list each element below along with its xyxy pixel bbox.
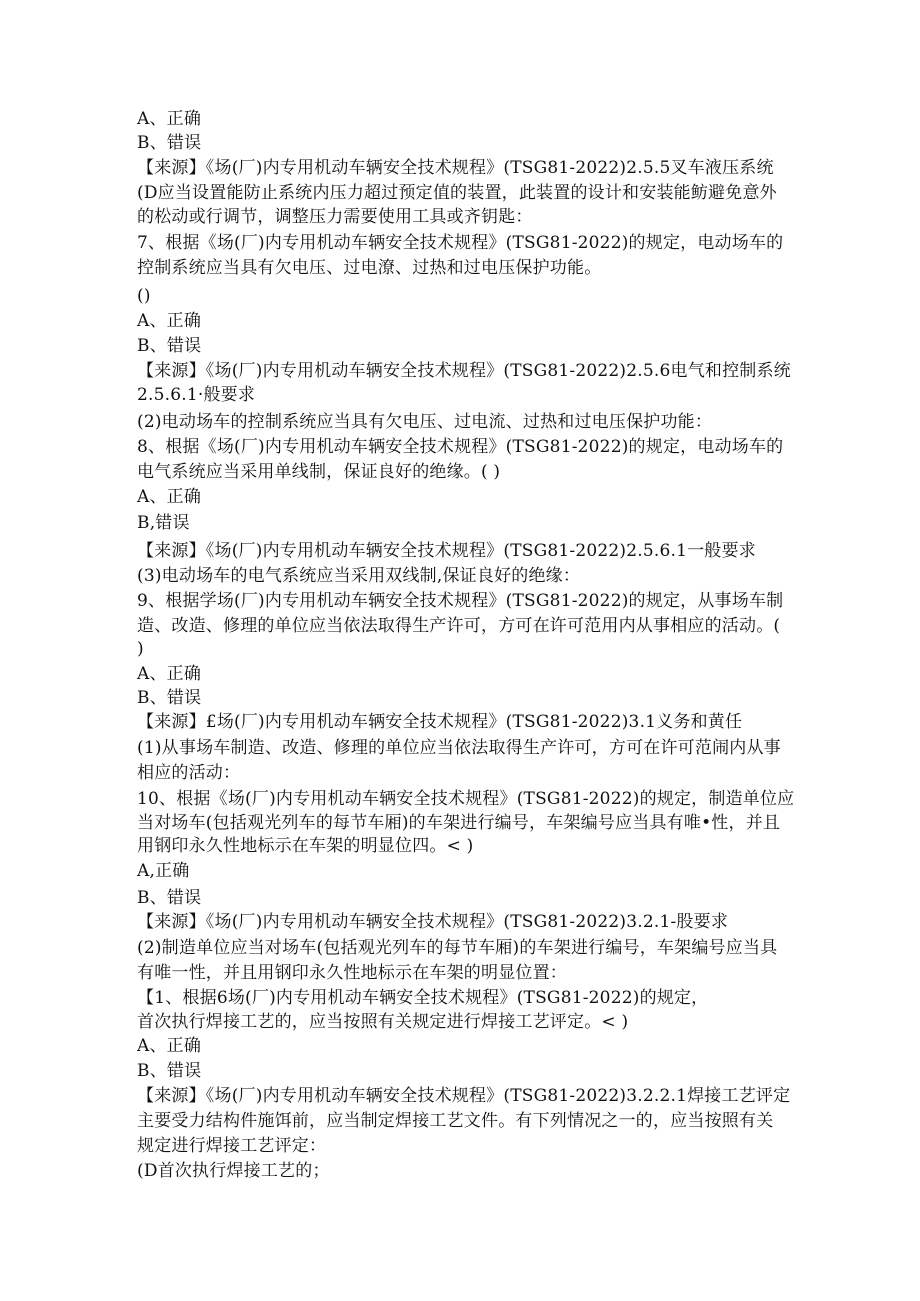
source-text: (3)电动场车的电气系统应当采用双线制,保证良好的绝缘： [137,566,581,586]
question-11: 【1、根据6场(厂)内专用机动车辆安全技术规程》(TSG81-2022)的规定， [137,988,709,1008]
question-10-text: 当对场车(包括观光列车的每节车厢)的车架进行编号，车架编号应当具有唯•性，并且 [137,813,781,833]
source-line: 【来源】《场(厂)内专用机动车辆安全技术规程》(TSG81-2022)2.5.6电气和控制系统 [137,361,791,381]
source-line: 【来源】《场(厂)内专用机动车辆安全技术规程》(TSG81-2022)3.2.1-股要求 [137,912,729,932]
source-line: 【来源】£场(厂)内专用机动车辆安全技术规程》(TSG81-2022)3.1义务和黄任 [137,712,743,732]
source-text: 相应的活动： [137,763,241,783]
source-text: 2.5.6.1·般要求 [137,385,256,405]
option-a: A、正确 [137,311,202,331]
option-a: A,正确 [137,861,190,881]
source-line: 【来源】《场(厂)内专用机动车辆安全技术规程》(TSG81-2022)2.5.5叉车液压系统 [137,158,774,178]
source-line: 【来源】《场(厂)内专用机动车辆安全技术规程》(TSG81-2022)3.2.2.1焊接工艺评定 [137,1086,791,1106]
option-b: B、错误 [137,888,202,908]
option-b: B、错误 [137,133,202,153]
option-a: A、正确 [137,1036,202,1056]
source-text: (1)从事场车制造、改造、修理的单位应当依法取得生产许可，方可在许可范闹内从事 [137,738,781,758]
source-text: 有唯一性，并且用钢印永久性地标示在车架的明显位置： [137,963,567,983]
answer-blank: ) [137,639,144,659]
question-8: 8、根据《场(厂)内专用机动车辆安全技术规程》(TSG81-2022)的规定，电动场车的 [137,437,784,457]
answer-blank: () [137,286,151,306]
source-text: 的松动或行调节，调整压力需要使用工具或齐钥匙： [137,207,533,227]
source-text: (D首次执行焊接工艺的； [137,1161,330,1181]
question-10-text: 用钢印永久性地标示在车架的明显位四。< ) [137,836,474,856]
source-text: 主要受力结构件施饵前，应当制定焊接工艺文件。有下列情况之一的，应当按照有关 [137,1111,774,1131]
source-text: (2)制造单位应当对场车(包括观光列车的每节车厢)的车架进行编号，车架编号应当具 [137,938,778,958]
source-text: 规定进行焊接工艺评定： [137,1136,327,1156]
option-b: B、错误 [137,336,202,356]
option-b: B、错误 [137,1061,202,1081]
question-10: 10、根据《场(厂)内专用机动车辆安全技术规程》(TSG81-2022)的规定，制造单位应 [137,789,795,809]
option-a: A、正确 [137,664,202,684]
question-8-text: 电气系统应当采用单线制，保证良好的绝缘。( ) [137,462,501,482]
question-7-text: 控制系统应当具有欠电压、过电潦、过热和过电压保护功能。 [137,258,602,278]
option-a: A、正确 [137,109,202,129]
source-line: 【来源】《场(厂)内专用机动车辆安全技术规程》(TSG81-2022)2.5.6.1一般要求 [137,541,756,561]
question-7: 7、根据《场(厂)内专用机动车辆安全技术规程》(TSG81-2022)的规定，电动场车的 [137,233,784,253]
question-11-text: 首次执行焊接工艺的，应当按照有关规定进行焊接工艺评定。< ) [137,1012,629,1032]
question-9: 9、根据学场(厂)内专用机动车辆安全技术规程》(TSG81-2022)的规定，从事场车制 [137,591,784,611]
question-9-text: 造、改造、修理的单位应当依法取得生产许可，方可在许可范用内从事相应的活动。( [137,616,781,636]
option-a: A、正确 [137,487,202,507]
source-text: (D应当设置能防止系统内压力超过预定值的装置，此装置的设计和安装能鲂避免意外 [137,183,777,203]
source-text: (2)电动场车的控制系统应当具有欠电压、过电流、过热和过电压保护功能： [137,412,713,432]
option-b: B、错误 [137,688,202,708]
option-b: B,错误 [137,513,190,533]
